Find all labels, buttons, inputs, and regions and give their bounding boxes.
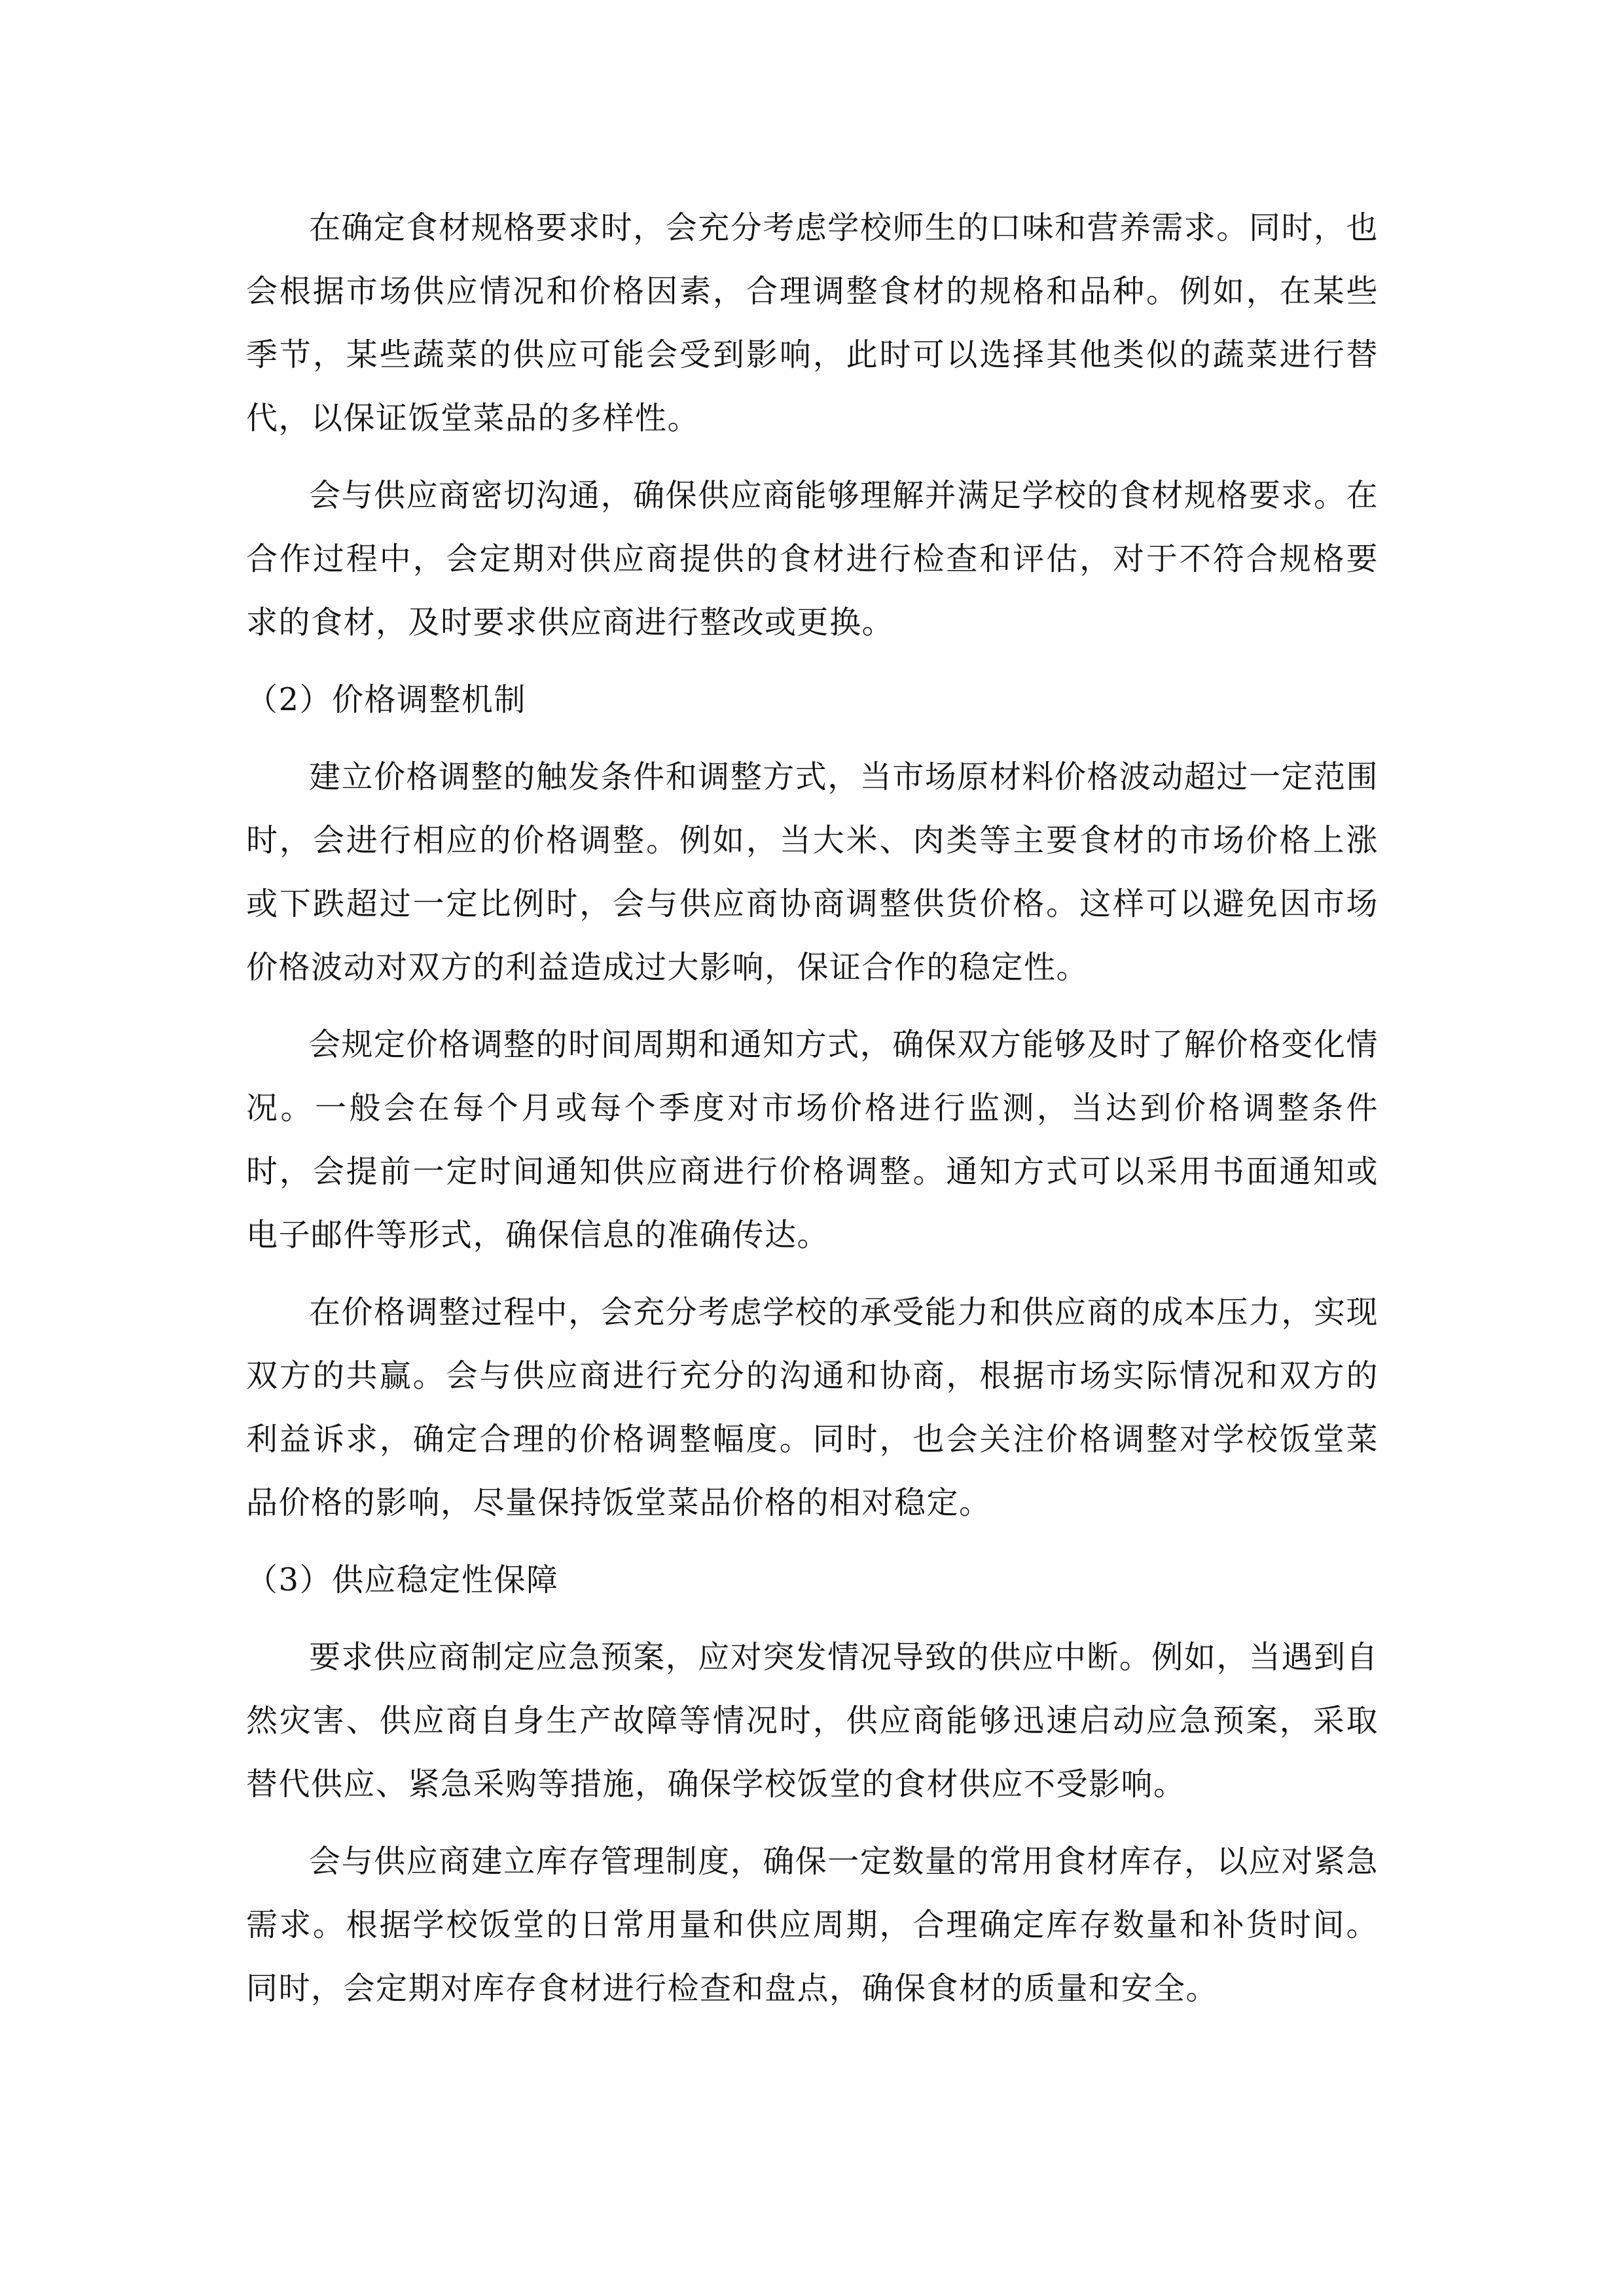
document-page [246, 196, 1379, 2020]
section-heading-price-adjustment: （2）价格调整机制 [246, 681, 527, 718]
paragraph-inventory-management: 会与供应商建立库存管理制度，确保一定数量的常用食材库存，以应对紧急需求。根据学校饭堂的日常用量和供应周期，合理确定库存数量和补货时间。同时，会定期对库存食材进行检查和盘点，确保食材的质量和安全。 [246, 1843, 1379, 2007]
paragraph-emergency-plan: 要求供应商制定应急预案，应对突发情况导致的供应中断。例如，当遇到自然灾害、供应商自身生产故障等情况时，供应商能够迅速启动应急预案，采取替代供应、紧急采购等措施，确保学校饭堂的食材供应不受影响。 [246, 1639, 1379, 1803]
paragraph-price-period-notice: 会规定价格调整的时间周期和通知方式，确保双方能够及时了解价格变化情况。一般会在每个月或每个季度对市场价格进行监测，当达到价格调整条件时，会提前一定时间通知供应商进行价格调整。通知方式可以采用书面通知或电子邮件等形式，确保信息的准确传达。 [246, 1026, 1379, 1253]
paragraph-food-spec-requirements: 在确定食材规格要求时，会充分考虑学校师生的口味和营养需求。同时，也会根据市场供应情况和价格因素，合理调整食材的规格和品种。例如，在某些季节，某些蔬菜的供应可能会受到影响，此时可以选择其他类似的蔬菜进行替代，以保证饭堂菜品的多样性。 [246, 209, 1379, 437]
paragraph-price-win-win: 在价格调整过程中，会充分考虑学校的承受能力和供应商的成本压力，实现双方的共赢。会与供应商进行充分的沟通和协商，根据市场实际情况和双方的利益诉求，确定合理的价格调整幅度。同时，也会关注价格调整对学校饭堂菜品价格的影响，尽量保持饭堂菜品价格的相对稳定。 [246, 1294, 1379, 1521]
paragraph-supplier-communication: 会与供应商密切沟通，确保供应商能够理解并满足学校的食材规格要求。在合作过程中，会定期对供应商提供的食材进行检查和评估，对于不符合规格要求的食材，及时要求供应商进行整改或更换。 [246, 477, 1379, 641]
paragraph-price-trigger: 建立价格调整的触发条件和调整方式，当市场原材料价格波动超过一定范围时，会进行相应的价格调整。例如，当大米、肉类等主要食材的市场价格上涨或下跌超过一定比例时，会与供应商协商调整供货价格。这样可以避免因市场价格波动对双方的利益造成过大影响，保证合作的稳定性。 [246, 759, 1379, 986]
section-heading-supply-stability: （3）供应稳定性保障 [246, 1562, 559, 1598]
